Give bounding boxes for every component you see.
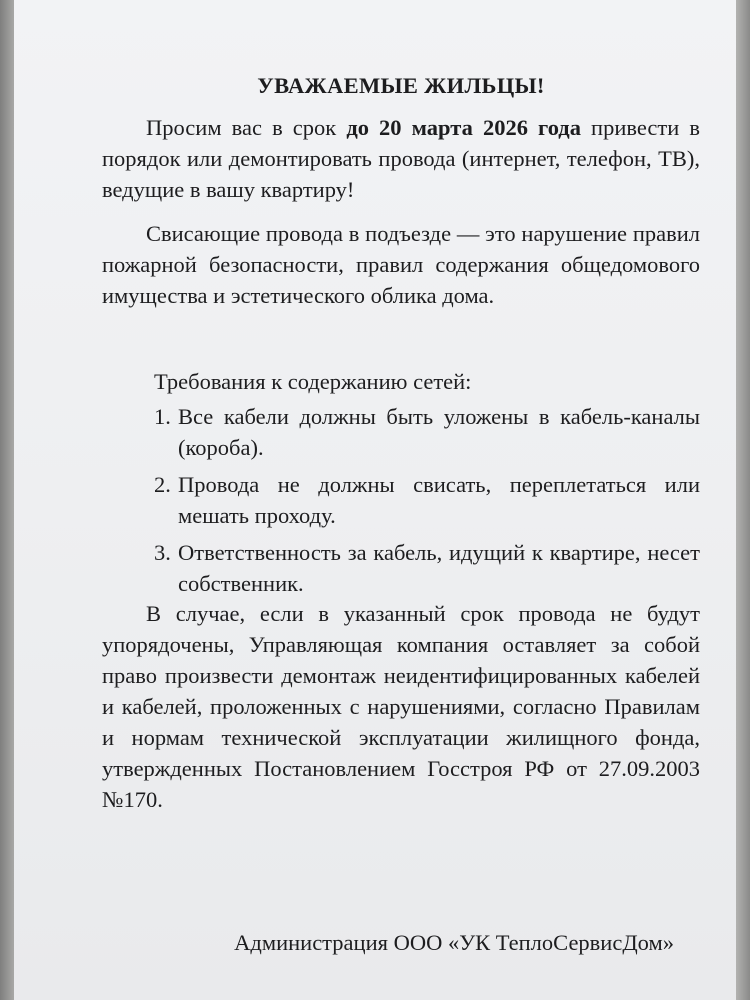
background-right-edge	[736, 0, 750, 1000]
list-item-text: Ответственность за кабель, идущий к квартире, несет собственник.	[178, 540, 700, 596]
consequence-paragraph: В случае, если в указанный срок провода не будут упорядочены, Управляющая компания оставляет за собой право произвести демонтаж неидентифицированных кабелей и кабелей, проложенных с нарушениями, согласно Правилам и нормам технической эксплуатации жилищного фонда, утвержденных Постановлением Госстроя РФ от 27.09.2003 №170.	[102, 601, 700, 812]
notice-sheet	[14, 0, 736, 1000]
deadline-paragraph-start: Просим вас в срок	[146, 115, 347, 140]
violation-paragraph: Свисающие провода в подъезде — это нарушение правил пожарной безопасности, правил содержания общедомового имущества и эстетического облика дома.	[102, 221, 700, 308]
list-item-number: 3.	[154, 540, 171, 565]
notice-title: УВАЖАЕМЫЕ ЖИЛЬЦЫ!	[257, 73, 545, 98]
list-item-number: 2.	[154, 472, 171, 497]
deadline-paragraph	[102, 112, 700, 205]
requirements-heading: Требования к содержанию сетей:	[154, 369, 472, 394]
list-item-text: Провода не должны свисать, переплетаться или мешать проходу.	[178, 472, 700, 528]
list-item-number: 1.	[154, 404, 171, 429]
list-item	[154, 537, 700, 599]
deadline-date: до 20 марта 2026 года	[346, 115, 581, 140]
background-left-edge	[0, 0, 14, 1000]
requirements-list	[154, 401, 700, 605]
signature-line: Администрация ООО «УК ТеплоСервисДом»	[234, 930, 674, 955]
deadline-paragraph-end: привести в порядок или демонтировать провода (интернет, телефон, ТВ), ведущие в вашу квартиру!	[102, 115, 701, 202]
list-item	[154, 469, 700, 531]
list-item-text: Все кабели должны быть уложены в кабель-каналы (короба).	[178, 404, 700, 460]
list-item	[154, 401, 700, 463]
